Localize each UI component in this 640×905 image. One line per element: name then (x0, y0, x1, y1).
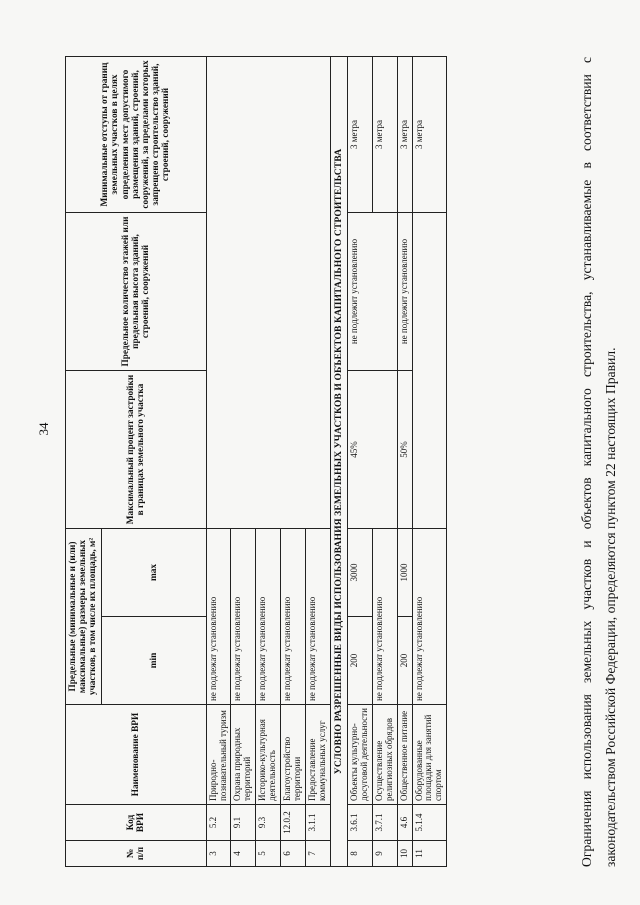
row-min: 200 (397, 617, 412, 705)
row-num: 5 (256, 841, 281, 867)
table-row (397, 57, 412, 867)
row-setback: 3 метра (397, 57, 412, 213)
row-floors: не подлежит установлению (397, 213, 412, 371)
row-num: 9 (372, 841, 397, 867)
row-setback: 3 метра (348, 57, 373, 213)
header-code: Код ВРИ (66, 805, 207, 841)
row-num: 6 (281, 841, 306, 867)
table-row (348, 57, 373, 867)
row-code: 3.7.1 (372, 805, 397, 841)
empty-cell (412, 213, 447, 529)
header-setback: Минимальные отступы от границ земельных участков в целях определения мест допустимого размещения зданий, строений, сооружений, за пределами которых запрещено строительство зданий, строений, сооружений (66, 57, 207, 213)
conditional-section-heading: УСЛОВНО РАЗРЕШЕННЫЕ ВИДЫ ИСПОЛЬЗОВАНИЯ ЗЕМЕЛЬНЫХ УЧАСТКОВ И ОБЪЕКТОВ КАПИТАЛЬНОГО СТРОИТЕЛЬСТВА (330, 57, 348, 867)
row-code: 3.1.1 (305, 805, 330, 841)
header-num: № п/п (66, 841, 207, 867)
header-max: max (101, 529, 206, 617)
table-row (412, 57, 447, 867)
row-sizes: не подлежат установлению (372, 529, 397, 705)
row-name: Осуществление религиозных обрядов (372, 705, 397, 805)
row-num: 3 (206, 841, 231, 867)
row-code: 4.6 (397, 805, 412, 841)
footer-note: Ограничения использования земельных участков и объектов капитального строительства, устанавливаемые в соответствии с законодательством Российской Федерации, определяются пунктом 22 настоящих Правил. (579, 57, 618, 867)
row-num: 10 (397, 841, 412, 867)
header-sizes: Предельные (минимальные и (или) максимальные) размеры земельных участков, в том числе их площадь, м² (66, 529, 102, 705)
table-header-row (66, 57, 102, 867)
row-name: Природно-познавательный туризм (206, 705, 231, 805)
row-percent: 45% (348, 371, 398, 529)
empty-merged-cell (206, 57, 330, 529)
header-floors: Предельное количество этажей или предельная высота зданий, строений, сооружений (66, 213, 207, 371)
row-name: Предоставление коммунальных услуг (305, 705, 330, 805)
row-num: 7 (305, 841, 330, 867)
row-code: 5.2 (206, 805, 231, 841)
row-num: 8 (348, 841, 373, 867)
row-floors: не подлежит установлению (348, 213, 398, 371)
row-setback: 3 метра (412, 57, 447, 213)
row-name: Охрана природных территорий (231, 705, 256, 805)
row-sizes: не подлежат установлению (206, 529, 231, 705)
page-number: 34 (36, 422, 51, 436)
row-sizes: не подлежат установлению (281, 529, 306, 705)
row-code: 5.1.4 (412, 805, 447, 841)
row-name: Оборудованные площадки для занятий спортом (412, 705, 447, 805)
row-name: Объекты культурно-досуговой деятельности (348, 705, 373, 805)
header-min: min (101, 617, 206, 705)
header-percent: Максимальный процент застройки в границах земельного участка (66, 371, 207, 529)
land-use-table (65, 56, 447, 867)
conditional-section-heading-row (330, 57, 348, 867)
row-percent: 50% (397, 371, 412, 529)
row-name: Благоустройство территории (281, 705, 306, 805)
row-max: 1000 (397, 529, 412, 617)
row-setback: 3 метра (372, 57, 397, 213)
row-code: 3.6.1 (348, 805, 373, 841)
row-max: 3000 (348, 529, 373, 617)
row-code: 9.3 (256, 805, 281, 841)
row-code: 12.0.2 (281, 805, 306, 841)
header-name: Наименование ВРИ (66, 705, 207, 805)
row-num: 11 (412, 841, 447, 867)
row-sizes: не подлежат установлению (231, 529, 256, 705)
table-row (206, 57, 231, 867)
row-sizes: не подлежат установлению (256, 529, 281, 705)
row-min: 200 (348, 617, 373, 705)
row-name: Общественное питание (397, 705, 412, 805)
row-sizes: не подлежат установлению (305, 529, 330, 705)
row-code: 9.1 (231, 805, 256, 841)
row-name: Историко-культурная деятельность (256, 705, 281, 805)
row-num: 4 (231, 841, 256, 867)
row-sizes: не подлежат установлению (412, 529, 447, 705)
